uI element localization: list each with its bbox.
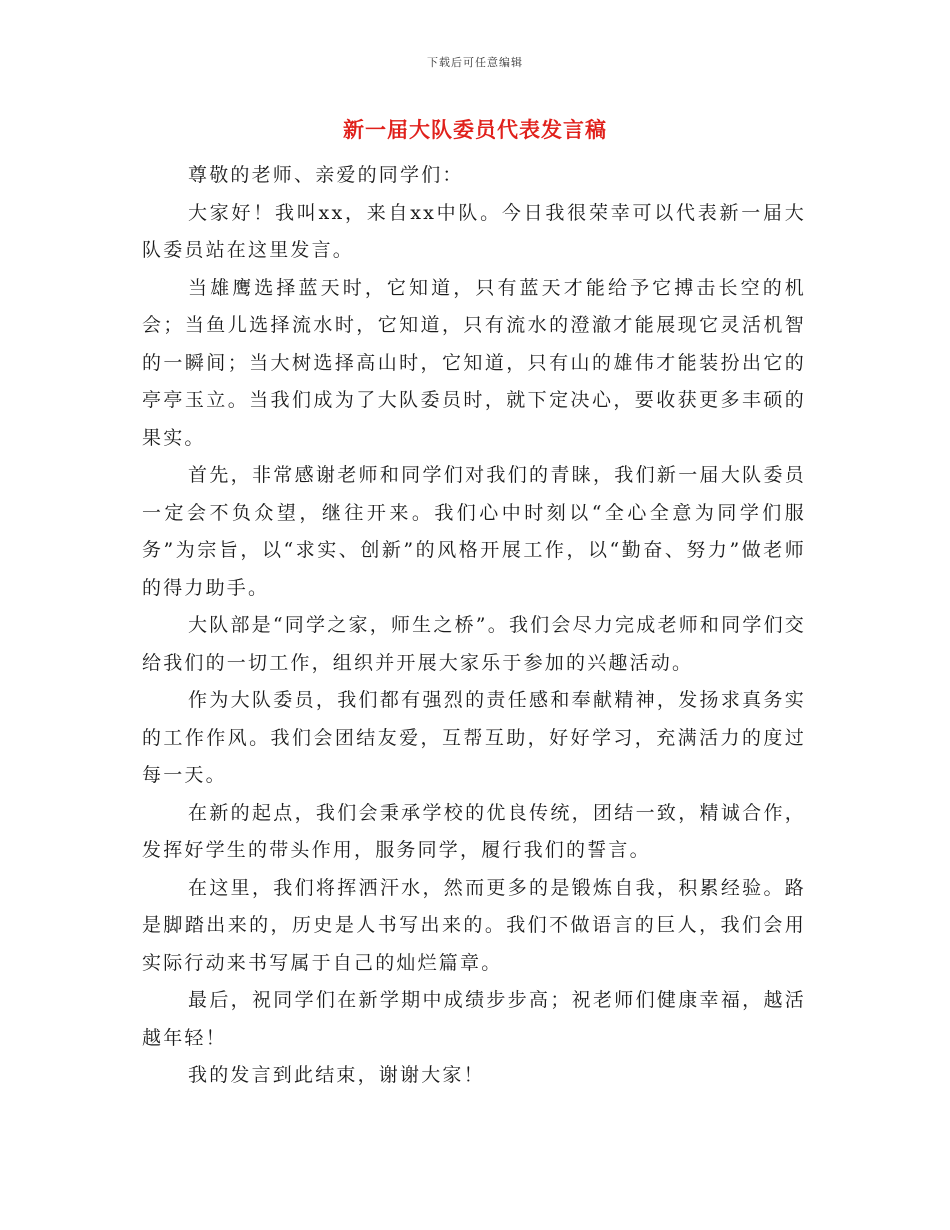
document-title: 新一届大队委员代表发言稿 bbox=[343, 117, 607, 142]
brigade-department-paragraph: 大队部是“同学之家，师生之桥”。我们会尽力完成老师和同学们交给我们的一切工作，组织并开展大家乐于参加的兴趣活动。 bbox=[142, 614, 806, 674]
effort-paragraph: 在这里，我们将挥洒汗水，然而更多的是锻炼自我，积累经验。路是脚踏出来的，历史是人书写出来的。我们不做语言的巨人，我们会用实际行动来书写属于自己的灿烂篇章。 bbox=[142, 876, 806, 974]
thanks-paragraph: 首先，非常感谢老师和同学们对我们的青睐，我们新一届大队委员一定会不负众望，继往开来。我们心中时刻以“全心全意为同学们服务”为宗旨，以“求实、创新”的风格开展工作，以“勤奋、努力”做老师的得力助手。 bbox=[142, 464, 806, 599]
document-body bbox=[142, 157, 806, 1095]
closing-paragraph: 我的发言到此结束，谢谢大家！ bbox=[188, 1064, 485, 1086]
wishes-paragraph: 最后，祝同学们在新学期中成绩步步高；祝老师们健康幸福，越活越年轻！ bbox=[142, 989, 806, 1049]
new-start-paragraph: 在新的起点，我们会秉承学校的优良传统，团结一致，精诚合作，发挥好学生的带头作用，服务同学，履行我们的誓言。 bbox=[142, 801, 806, 861]
metaphor-paragraph: 当雄鹰选择蓝天时，它知道，只有蓝天才能给予它搏击长空的机会；当鱼儿选择流水时，它知道，只有流水的澄澈才能展现它灵活机智的一瞬间；当大树选择高山时，它知道，只有山的雄伟才能装扮出它的亭亭玉立。当我们成为了大队委员时，就下定决心，要收获更多丰硕的果实。 bbox=[142, 276, 806, 449]
salutation-paragraph: 尊敬的老师、亲爱的同学们： bbox=[188, 164, 464, 186]
responsibility-paragraph: 作为大队委员，我们都有强烈的责任感和奉献精神，发扬求真务实的工作作风。我们会团结友爱，互帮互助，好好学习，充满活力的度过每一天。 bbox=[142, 689, 806, 786]
greeting-paragraph: 大家好！我叫xx，来自xx中队。今日我很荣幸可以代表新一届大队委员站在这里发言。 bbox=[142, 201, 806, 261]
page-header-note: 下载后可任意编辑 bbox=[427, 56, 523, 69]
